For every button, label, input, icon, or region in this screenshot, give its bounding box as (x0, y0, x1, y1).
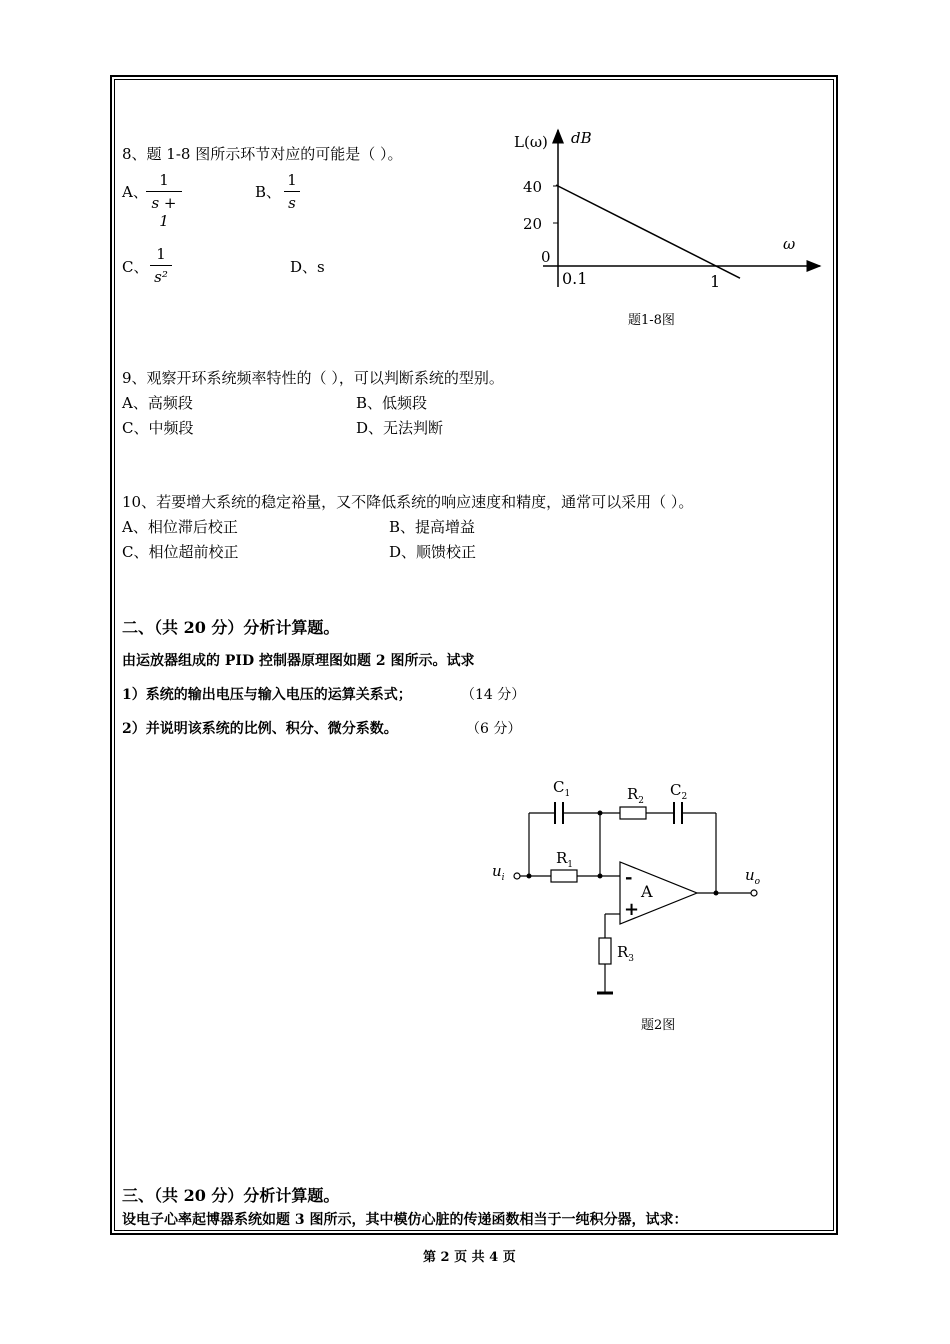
q8-option-b-denominator: s (288, 194, 296, 212)
tick-label-20: 20 (523, 215, 543, 233)
label-uo: $u_o$ (745, 866, 761, 887)
label-ui: $u_i$ (492, 862, 505, 883)
figure-2-caption: 题2图 (641, 1018, 676, 1033)
q8-option-c-numerator: 1 (156, 245, 166, 263)
q8-option-a-label: A、 (122, 183, 148, 201)
q8-stem: 8、题 1-8 图所示环节对应的可能是（ ）。 (122, 145, 403, 163)
op-amp-label: A (641, 882, 653, 901)
q9-option-c: C、中频段 (122, 419, 194, 437)
q10-stem: 10、若要增大系统的稳定裕量，又不降低系统的响应速度和精度，通常可以采用（ ）。 (122, 493, 694, 511)
inverting-input-sign: - (625, 867, 633, 888)
label-c2: $C_2$ (670, 781, 688, 802)
output-terminal (751, 890, 757, 896)
origin-label: 0 (541, 248, 551, 266)
label-r3: $R_3$ (617, 943, 635, 964)
label-r2: $R_2$ (627, 785, 645, 806)
q8-option-a-numerator: 1 (159, 171, 169, 189)
figure-1-8-caption: 题1-8图 (628, 313, 675, 328)
q8-option-c-denominator: s² (154, 268, 168, 286)
q8-option-a-denominator: s + 1 (151, 194, 177, 230)
resistor-r1 (551, 870, 577, 882)
junction-dot (527, 874, 532, 879)
q9-option-b: B、低频段 (356, 394, 428, 412)
tick-label-40: 40 (523, 178, 543, 196)
q8-option-b-label: B、 (255, 183, 282, 201)
q8-option-d: D、s (290, 258, 325, 276)
resistor-r2 (620, 807, 646, 819)
q8-option-b-numerator: 1 (287, 171, 297, 189)
q9-option-a: A、高频段 (122, 394, 193, 412)
page-number: 第 2 页 共 4 页 (423, 1250, 516, 1265)
label-r1: $R_1$ (556, 849, 574, 870)
q9-option-d: D、无法判断 (356, 419, 444, 437)
q8-option-c-label: C、 (122, 258, 149, 276)
q10-option-a: A、相位滞后校正 (122, 518, 238, 536)
unit-label: dB (571, 129, 592, 147)
section-3-heading: 三、（共 20 分）分析计算题。 (122, 1186, 340, 1205)
q10-option-d: D、顺馈校正 (389, 543, 477, 561)
resistor-r3 (599, 938, 611, 964)
junction-dot (714, 891, 719, 896)
section-2-item-2: 2）并说明该系统的比例、积分、微分系数。 (122, 721, 398, 737)
section-2-heading: 二、（共 20 分）分析计算题。 (122, 618, 340, 637)
tick-label-0.1: 0.1 (562, 269, 588, 288)
q10-option-c: C、相位超前校正 (122, 543, 239, 561)
section-2-item-1-points: （14 分） (461, 687, 526, 703)
tick-label-1: 1 (710, 272, 721, 291)
section-2-item-1: 1）系统的输出电压与输入电压的运算关系式； (122, 687, 412, 703)
section-3-intro: 设电子心率起博器系统如题 3 图所示，其中模仿心脏的传递函数相当于一纯积分器，试求： (122, 1212, 688, 1228)
x-axis-label: ω (783, 235, 796, 253)
non-inverting-input-sign: + (624, 899, 640, 920)
junction-dot (598, 874, 603, 879)
q9-stem: 9、观察开环系统频率特性的（ ），可以判断系统的型别。 (122, 369, 504, 387)
label-c1: $C_1$ (553, 778, 571, 799)
section-2-item-2-points: （6 分） (466, 721, 522, 737)
junction-dot (598, 811, 603, 816)
y-axis-label: L(ω) (514, 133, 548, 151)
section-2-intro: 由运放器组成的 PID 控制器原理图如题 2 图所示。试求 (122, 653, 475, 669)
q10-option-b: B、提高增益 (389, 518, 476, 536)
input-terminal (514, 873, 520, 879)
